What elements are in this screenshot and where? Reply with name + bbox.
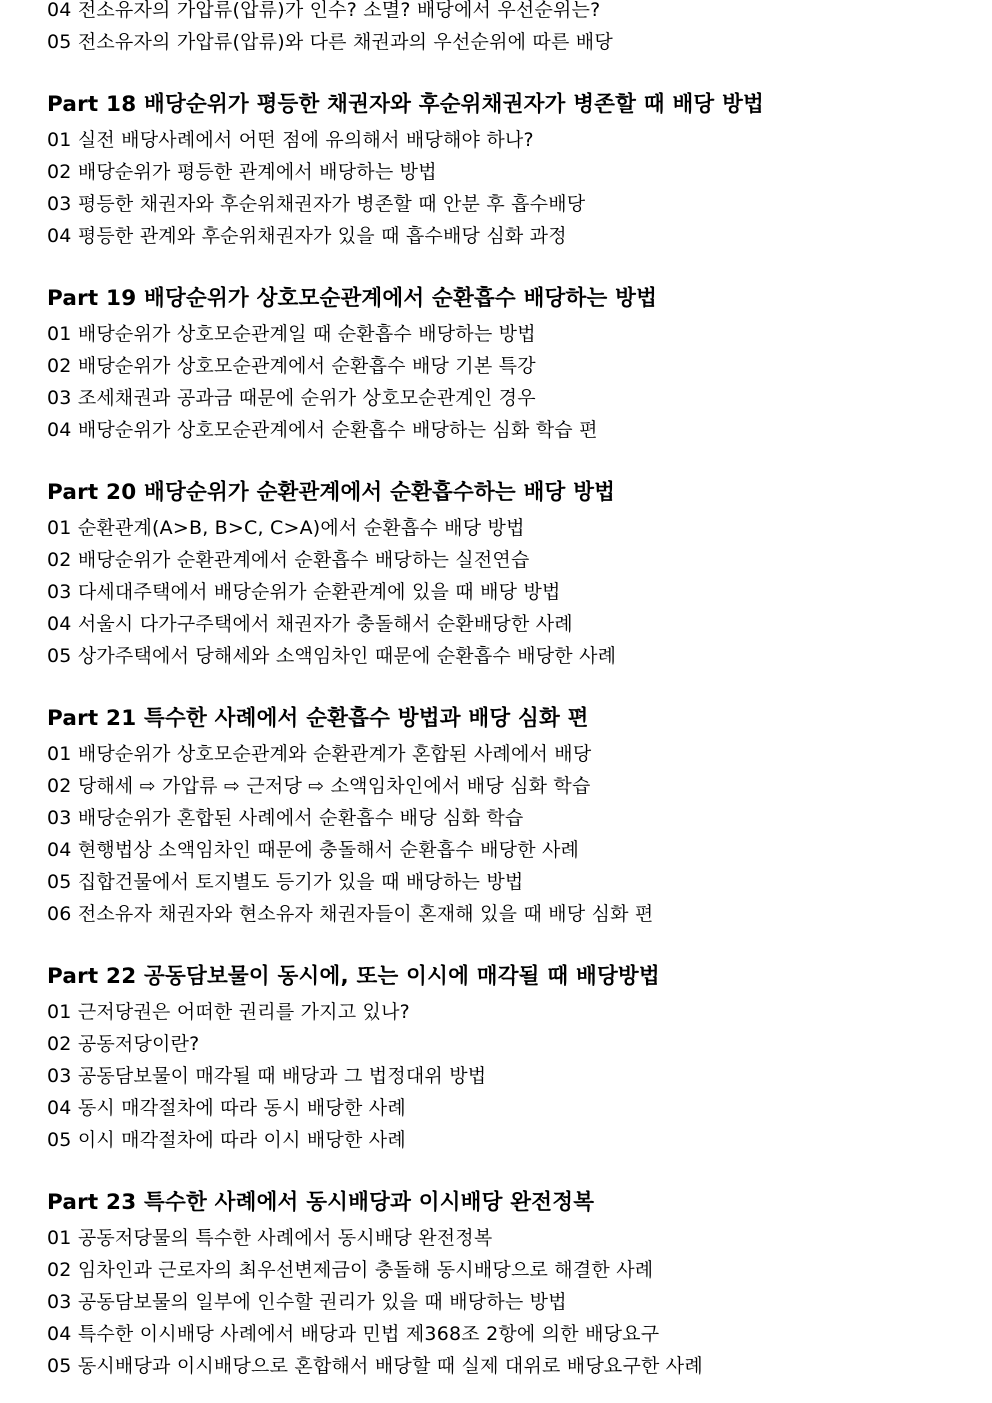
list-item: 01 배당순위가 상호모순관계와 순환관계가 혼합된 사례에서 배당 (47, 743, 592, 765)
list-item: 01 공동저당물의 특수한 사례에서 동시배당 완전정복 (47, 1227, 493, 1249)
intro-items (47, 0, 972, 58)
list-item: 04 서울시 다가구주택에서 채권자가 충돌해서 순환배당한 사례 (47, 613, 573, 635)
list-item: 01 근저당권은 어떠한 권리를 가지고 있나? (47, 1001, 410, 1023)
list-item: 02 공동저당이란? (47, 1033, 200, 1055)
list-item: 05 전소유자의 가압류(압류)와 다른 채권과의 우선순위에 따른 배당 (47, 31, 613, 53)
part-20-section (47, 474, 972, 672)
list-item: 02 배당순위가 순환관계에서 순환흡수 배당하는 실전연습 (47, 549, 530, 571)
table-of-contents (47, 0, 972, 1382)
list-item: 04 전소유자의 가압류(압류)가 인수? 소멸? 배당에서 우선순위는? (47, 0, 601, 21)
part-title: Part 22 공동담보물이 동시에, 또는 이시에 매각될 때 배당방법 (47, 964, 660, 989)
list-item: 04 특수한 이시배당 사례에서 배당과 민법 제368조 2항에 의한 배당요구 (47, 1323, 660, 1345)
part-title: Part 18 배당순위가 평등한 채권자와 후순위채권자가 병존할 때 배당 방법 (47, 92, 765, 117)
list-item: 04 동시 매각절차에 따라 동시 배당한 사례 (47, 1097, 406, 1119)
list-item: 05 동시배당과 이시배당으로 혼합해서 배당할 때 실제 대위로 배당요구한 사례 (47, 1355, 703, 1377)
list-item: 04 현행법상 소액임차인 때문에 충돌해서 순환흡수 배당한 사례 (47, 839, 580, 861)
list-item: 03 다세대주택에서 배당순위가 순환관계에 있을 때 배당 방법 (47, 581, 561, 603)
list-item: 06 전소유자 채권자와 현소유자 채권자들이 혼재해 있을 때 배당 심화 편 (47, 903, 654, 925)
list-item: 02 배당순위가 평등한 관계에서 배당하는 방법 (47, 161, 437, 183)
part-23-section (47, 1184, 972, 1382)
list-item: 05 상가주택에서 당해세와 소액임차인 때문에 순환흡수 배당한 사례 (47, 645, 617, 667)
list-item: 02 임차인과 근로자의 최우선변제금이 충돌해 동시배당으로 해결한 사례 (47, 1259, 654, 1281)
part-title: Part 19 배당순위가 상호모순관계에서 순환흡수 배당하는 방법 (47, 286, 658, 311)
list-item: 04 평등한 관계와 후순위채권자가 있을 때 흡수배당 심화 과정 (47, 225, 567, 247)
list-item: 01 실전 배당사례에서 어떤 점에 유의해서 배당해야 하나? (47, 129, 534, 151)
list-item: 01 배당순위가 상호모순관계일 때 순환흡수 배당하는 방법 (47, 323, 536, 345)
list-item: 04 배당순위가 상호모순관계에서 순환흡수 배당하는 심화 학습 편 (47, 419, 598, 441)
part-title: Part 21 특수한 사례에서 순환흡수 방법과 배당 심화 편 (47, 706, 589, 731)
part-title: Part 20 배당순위가 순환관계에서 순환흡수하는 배당 방법 (47, 480, 616, 505)
part-18-section (47, 86, 972, 252)
part-21-section (47, 700, 972, 930)
part-22-section (47, 958, 972, 1156)
list-item: 03 공동담보물의 일부에 인수할 권리가 있을 때 배당하는 방법 (47, 1291, 567, 1313)
list-item: 03 배당순위가 혼합된 사례에서 순환흡수 배당 심화 학습 (47, 807, 524, 829)
list-item: 03 평등한 채권자와 후순위채권자가 병존할 때 안분 후 흡수배당 (47, 193, 586, 215)
list-item: 05 이시 매각절차에 따라 이시 배당한 사례 (47, 1129, 406, 1151)
list-item: 05 집합건물에서 토지별도 등기가 있을 때 배당하는 방법 (47, 871, 524, 893)
list-item: 01 순환관계(A>B, B>C, C>A)에서 순환흡수 배당 방법 (47, 517, 525, 539)
list-item: 02 당해세 ⇨ 가압류 ⇨ 근저당 ⇨ 소액임차인에서 배당 심화 학습 (47, 775, 591, 797)
list-item: 03 공동담보물이 매각될 때 배당과 그 법정대위 방법 (47, 1065, 487, 1087)
list-item: 02 배당순위가 상호모순관계에서 순환흡수 배당 기본 특강 (47, 355, 536, 377)
part-title: Part 23 특수한 사례에서 동시배당과 이시배당 완전정복 (47, 1190, 595, 1215)
part-19-section (47, 280, 972, 446)
list-item: 03 조세채권과 공과금 때문에 순위가 상호모순관계인 경우 (47, 387, 536, 409)
